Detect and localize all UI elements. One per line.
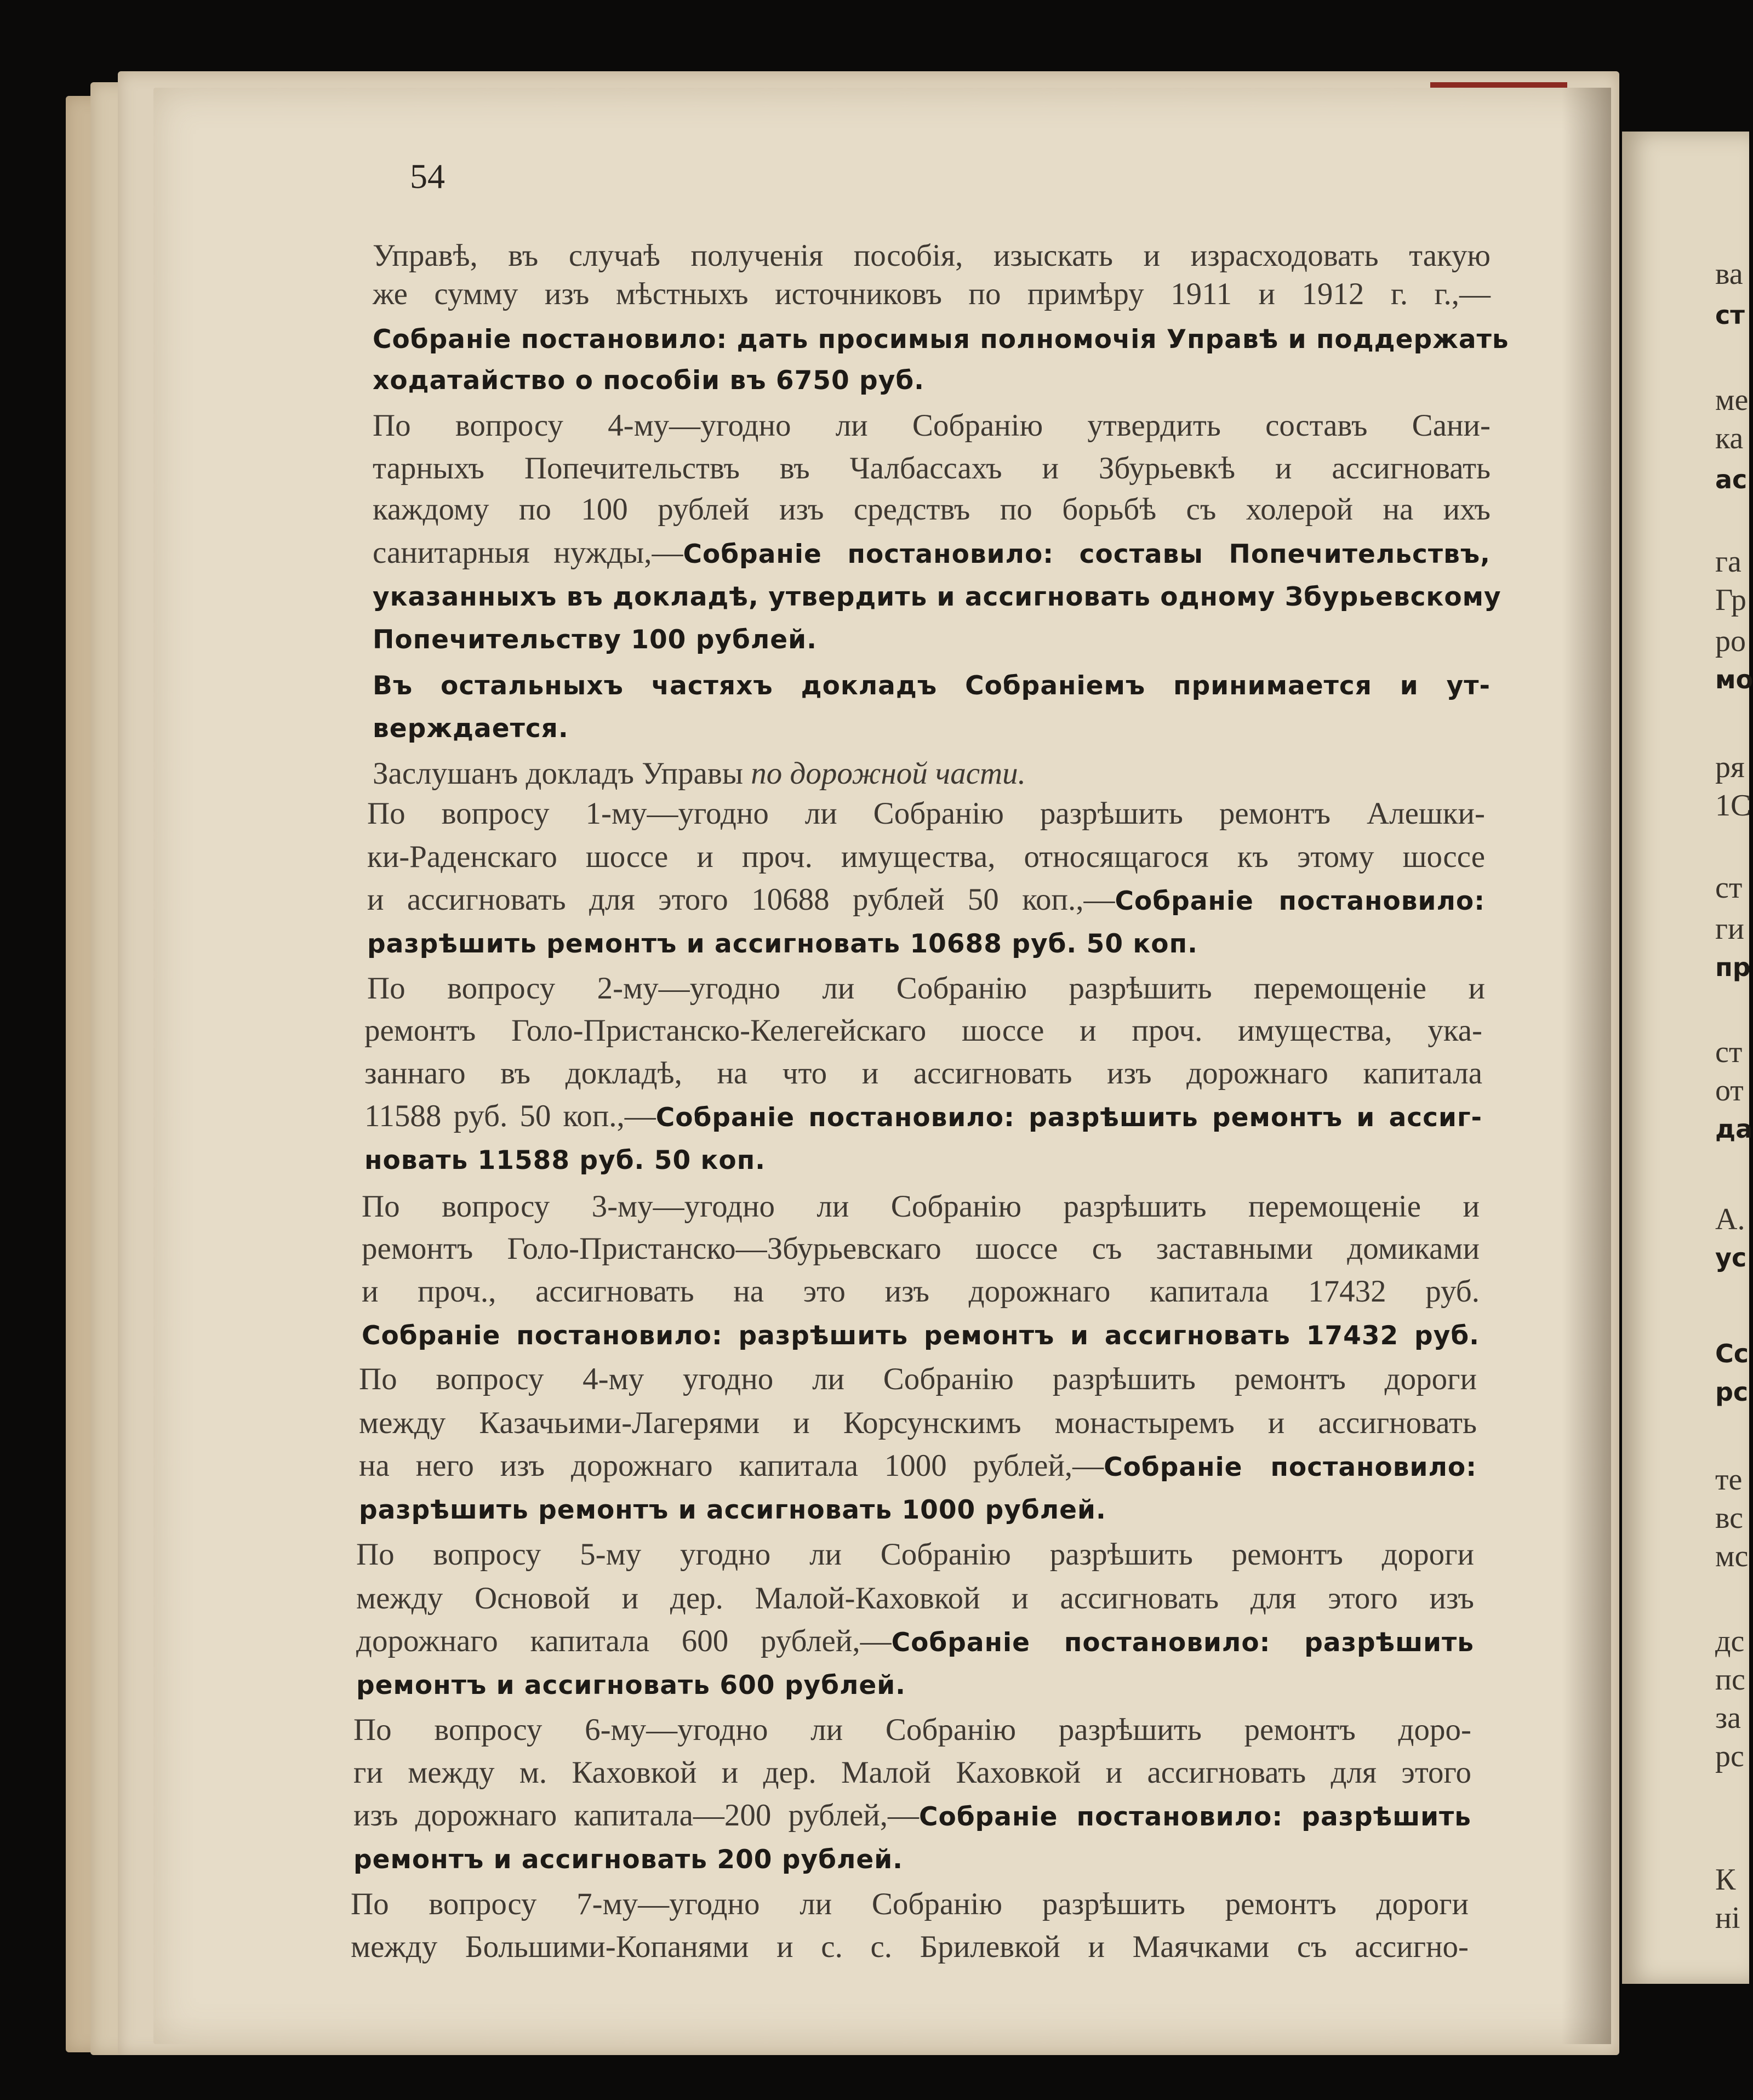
text-line: [356, 1664, 906, 1704]
text-line: [367, 968, 1485, 1009]
text-line: [356, 1534, 1474, 1575]
bold-text: разрѣшить ремонтъ и ассигновать 10688 руб. 50 коп.: [367, 929, 1198, 959]
bold-text: разрѣшить ремонтъ и ассигновать 1000 рублей.: [359, 1495, 1106, 1525]
text-run: тарныхъ Попечительствъ въ Чалбассахъ и Збурьевкѣ и ассигновать: [373, 451, 1491, 486]
bold-text: Собраніе постановило:: [1104, 1452, 1477, 1482]
text-line: [373, 664, 1491, 705]
text-run: По вопросу 2-му—угодно ли Собранію разрѣшить перемощеніе и: [367, 971, 1485, 1006]
bold-text: Собраніе постановило: разрѣшить ремонтъ и ассиг-: [655, 1103, 1483, 1133]
text-line: [373, 274, 1491, 315]
text-run: же сумму изъ мѣстныхъ источниковъ по примѣру 1911 и 1912 г. г.,—: [373, 277, 1491, 311]
text-run: санитарныя нужды,—: [373, 535, 683, 570]
text-line: [373, 575, 1501, 616]
text-run: на него изъ дорожнаго капитала 1000 рублей,—: [359, 1448, 1104, 1483]
facing-page-fragment: га: [1715, 545, 1741, 579]
facing-page-fragment: дс: [1715, 1624, 1745, 1658]
facing-page-fragment: ус: [1715, 1243, 1747, 1272]
facing-page-fragment: ні: [1715, 1901, 1740, 1935]
text-line: [359, 1446, 1477, 1486]
text-line: [367, 922, 1198, 963]
text-run: между Большими-Копанями и с. с. Брилевкой и Маячками съ ассигно-: [351, 1930, 1469, 1964]
bold-text: ходатайство о пособіи въ 6750 руб.: [373, 366, 925, 396]
facing-page-fragment: К: [1715, 1863, 1736, 1897]
text-line: [353, 1710, 1471, 1750]
facing-page-fragment: пс: [1715, 1663, 1745, 1697]
text-line: [367, 880, 1485, 920]
text-run: ремонтъ Голо-Пристанско-Келегейскаго шоссе и проч. имущества, ука-: [364, 1013, 1482, 1048]
text-line: [373, 489, 1491, 530]
facing-page-fragment: мо: [1715, 665, 1753, 694]
text-line: [373, 707, 569, 747]
bold-text: новать 11588 руб. 50 коп.: [364, 1145, 766, 1175]
text-line: [364, 1011, 1482, 1051]
facing-page-fragment: ги: [1715, 912, 1744, 946]
facing-page-fragment: ва: [1715, 257, 1743, 291]
text-run: каждому по 100 рублей изъ средствъ по борьбѣ съ холерой на ихъ: [373, 492, 1491, 527]
facing-page-fragment: да: [1715, 1114, 1753, 1144]
spine-shadow: [1562, 88, 1611, 2044]
facing-page-fragment: пр: [1715, 952, 1751, 982]
bold-text: указанныхъ въ докладѣ, утвердить и ассигновать одному Збурьевскому: [373, 582, 1501, 612]
facing-page-fragment: мс: [1715, 1539, 1749, 1573]
text-line: [353, 1753, 1471, 1793]
text-line: [362, 1186, 1480, 1227]
text-run: По вопросу 7-му—угодно ли Собранію разрѣшить ремонтъ дороги: [351, 1887, 1469, 1921]
bold-text: Собраніе постановило: составы Попечительствъ,: [683, 539, 1491, 569]
text-line: [373, 318, 1509, 358]
text-run: Управѣ, въ случаѣ полученія пособія, изыскать и израсходовать такую: [373, 238, 1491, 273]
text-run: заннаго въ докладѣ, на что и ассигновать изъ дорожнаго капитала: [364, 1056, 1482, 1091]
facing-page-fragment: ка: [1715, 421, 1744, 455]
text-run: По вопросу 1-му—угодно ли Собранію разрѣшить ремонтъ Алешки-: [367, 796, 1485, 831]
bold-text: верждается.: [373, 714, 569, 744]
text-line: [356, 1621, 1474, 1662]
italic-text: по дорожной части.: [751, 756, 1026, 791]
text-line: [353, 1795, 1471, 1836]
text-run: дорожнаго капитала 600 рублей,—: [356, 1624, 892, 1658]
facing-page-fragment: рс: [1715, 1739, 1744, 1773]
text-line: [373, 533, 1491, 573]
facing-page-fragment: А.: [1715, 1202, 1745, 1236]
facing-page-fragment: ро: [1715, 624, 1746, 658]
text-line: [364, 1096, 1482, 1137]
facing-page-fragment: ст: [1715, 871, 1743, 905]
bold-text: Собраніе постановило: разрѣшить: [891, 1628, 1474, 1658]
text-line: [373, 448, 1491, 489]
bold-text: Попечительству 100 рублей.: [373, 625, 817, 655]
text-line: [362, 1314, 1480, 1355]
facing-page-fragment: Сс: [1715, 1339, 1749, 1368]
facing-page-fragment: те: [1715, 1463, 1743, 1497]
text-run: ки-Раденскаго шоссе и проч. имущества, относящагося къ этому шоссе: [367, 840, 1485, 874]
text-run: ги между м. Каховкой и дер. Малой Каховкой и ассигновать для этого: [353, 1755, 1471, 1790]
text-line: [362, 1271, 1480, 1312]
text-line: [359, 1488, 1106, 1529]
text-line: [367, 794, 1485, 834]
text-run: По вопросу 4-му угодно ли Собранію разрѣшить ремонтъ дороги: [359, 1362, 1477, 1396]
text-line: [359, 1403, 1477, 1443]
text-run: между Основой и дер. Малой-Каховкой и ассигновать для этого изъ: [356, 1581, 1474, 1616]
bold-text: ремонтъ и ассигновать 200 рублей.: [353, 1845, 904, 1875]
facing-page-fragment: вс: [1715, 1501, 1743, 1535]
text-line: [373, 406, 1491, 446]
facing-page-fragment: за: [1715, 1701, 1741, 1735]
facing-page-fragment: Гр: [1715, 583, 1746, 617]
text-run: Заслушанъ докладъ Управы: [373, 756, 751, 791]
text-line: [373, 236, 1491, 276]
bold-text: Собраніе постановило: разрѣшить ремонтъ и ассигновать 17432 руб.: [362, 1321, 1480, 1351]
text-run: 11588 руб. 50 коп.,—: [364, 1099, 656, 1133]
bold-text: Собраніе постановило: разрѣшить: [919, 1802, 1472, 1832]
text-run: По вопросу 5-му угодно ли Собранію разрѣшить ремонтъ дороги: [356, 1537, 1474, 1572]
text-run: По вопросу 6-му—угодно ли Собранію разрѣшить ремонтъ доро-: [353, 1713, 1471, 1747]
text-line: [362, 1229, 1480, 1269]
facing-page-fragment: ме: [1715, 383, 1749, 417]
facing-page-fragment: от: [1715, 1074, 1744, 1108]
text-line: [364, 1053, 1482, 1094]
bold-text: Собраніе постановило: дать просимыя полномочія Управѣ и поддержать: [373, 324, 1509, 355]
text-line: [367, 837, 1485, 877]
text-run: между Казачьими-Лагерями и Корсунскимъ монастыремъ и ассигновать: [359, 1406, 1477, 1440]
text-run: и ассигновать для этого 10688 рублей 50 коп.,—: [367, 882, 1115, 917]
text-line: [351, 1927, 1469, 1967]
text-line: [373, 754, 1026, 794]
text-line: [373, 618, 817, 659]
text-line: [356, 1578, 1474, 1619]
page-number: 54: [410, 157, 445, 196]
bold-text: Собраніе постановило:: [1115, 886, 1485, 916]
bold-text: Въ остальныхъ частяхъ докладъ Собраніемъ принимается и ут-: [373, 671, 1491, 701]
facing-page-fragment: ря: [1715, 750, 1745, 784]
facing-page-fragment: ст: [1715, 1035, 1743, 1069]
text-run: По вопросу 4-му—угодно ли Собранію утвердить составъ Сани-: [373, 408, 1491, 443]
text-run: изъ дорожнаго капитала—200 рублей,—: [353, 1798, 920, 1833]
text-line: [373, 359, 924, 400]
text-run: и проч., ассигновать на это изъ дорожнаго капитала 17432 руб.: [362, 1274, 1480, 1309]
text-run: ремонтъ Голо-Пристанско—Збурьевскаго шоссе съ заставными домиками: [362, 1231, 1480, 1266]
facing-page-fragment: ст: [1715, 300, 1745, 330]
text-line: [359, 1359, 1477, 1400]
text-line: [351, 1884, 1469, 1925]
text-run: По вопросу 3-му—угодно ли Собранію разрѣшить перемощеніе и: [362, 1189, 1480, 1224]
facing-page-fragment: рс: [1715, 1377, 1749, 1407]
facing-page: [1622, 132, 1753, 1984]
bold-text: ремонтъ и ассигновать 600 рублей.: [356, 1670, 906, 1700]
facing-page-fragment: ас: [1715, 465, 1748, 494]
text-line: [353, 1838, 903, 1879]
text-line: [364, 1139, 766, 1179]
facing-page-fragment: 1С: [1715, 789, 1751, 823]
